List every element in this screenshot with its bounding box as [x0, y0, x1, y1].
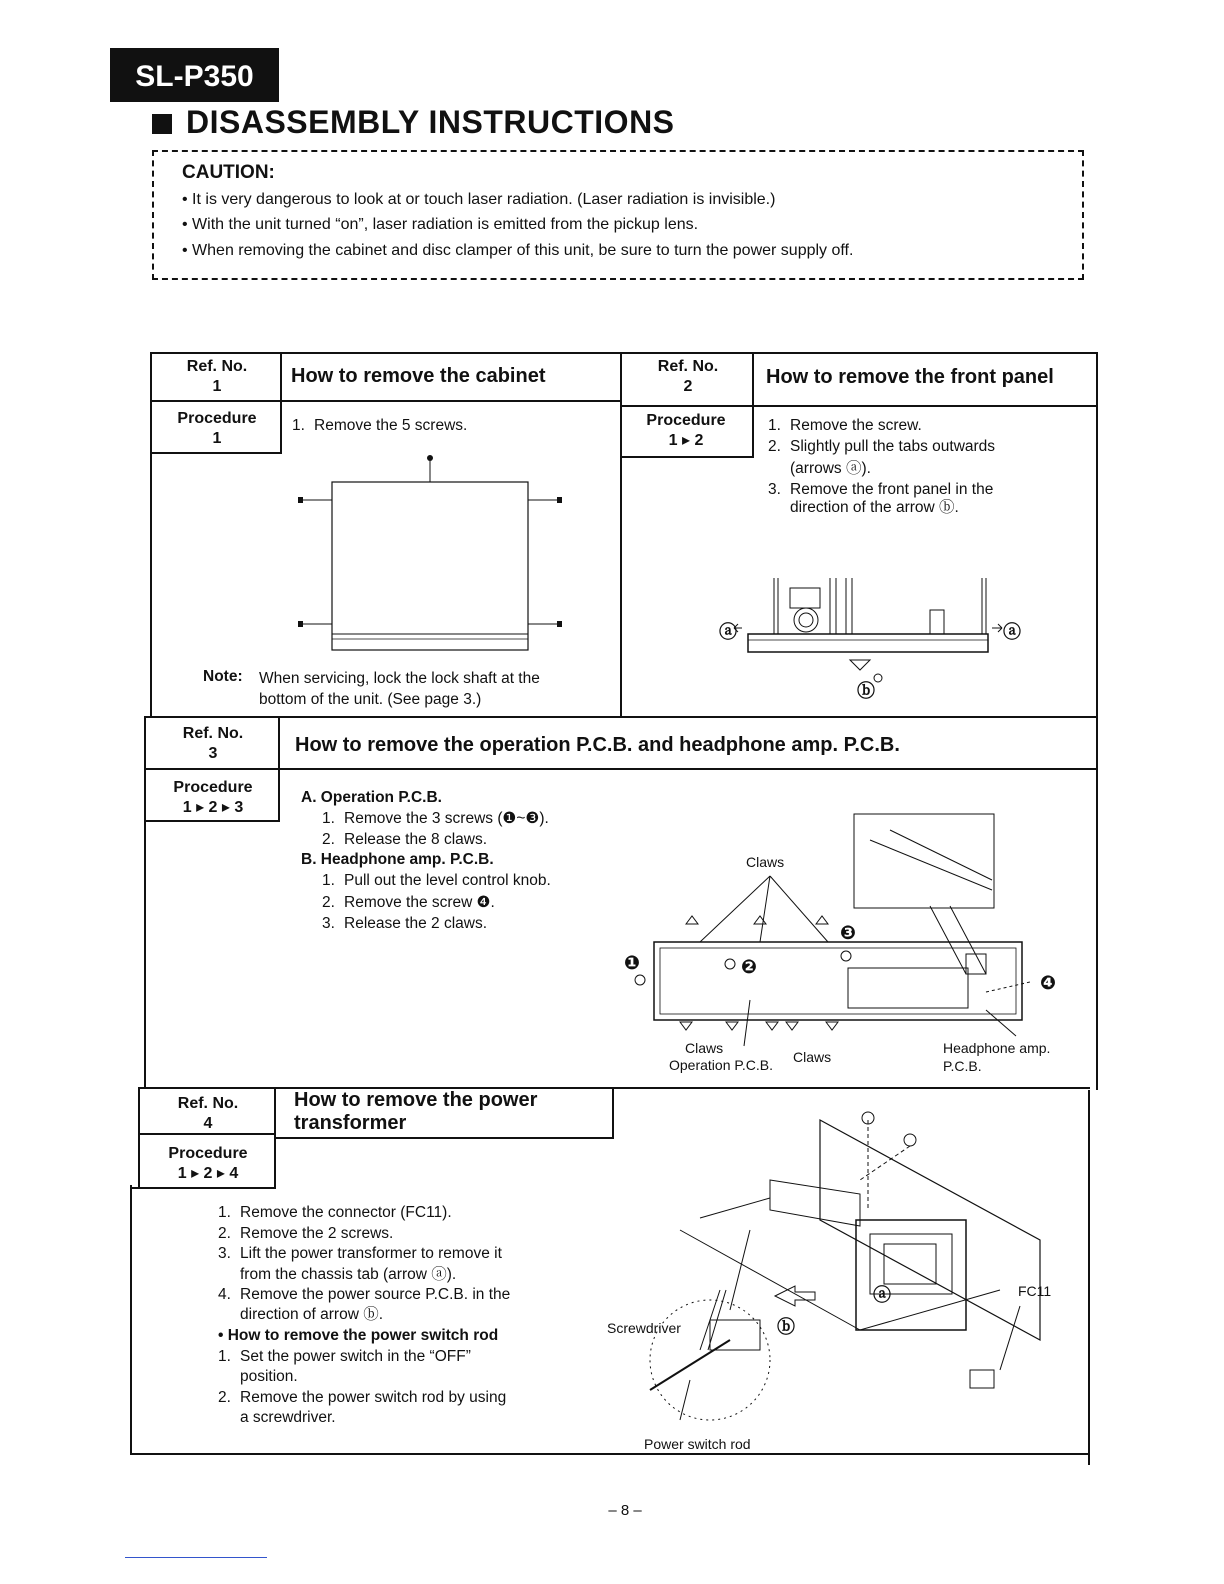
step: [292, 416, 467, 436]
ref-no-cell: [146, 724, 280, 764]
section-title: How to remove the front panel: [766, 366, 1054, 388]
step: 2. Remove the power switch rod by using: [218, 1389, 507, 1406]
ref-no-label: Ref. No.: [657, 358, 719, 375]
fc11-label: FC11: [1018, 1283, 1052, 1299]
ref-no-value: 2: [683, 378, 693, 395]
note-label: Note:: [203, 668, 243, 685]
step: 3. Remove the front panel in the: [768, 481, 994, 498]
ref-no-value: 4: [203, 1115, 213, 1132]
procedure-cell: [620, 411, 752, 451]
step: 1. Remove the 3 screws (❶~❸).: [322, 810, 549, 827]
marker-4: ❹: [1040, 973, 1057, 994]
caution-item: • When removing the cabinet and disc clamper of this unit, be sure to turn the power supply off.: [182, 242, 854, 259]
step: 2. Release the 8 claws.: [322, 831, 488, 848]
ref-no-value: 1: [212, 378, 222, 395]
power-switch-rod-label: Power switch rod: [644, 1436, 751, 1452]
operation-pcb-label: Operation P.C.B.: [669, 1057, 774, 1073]
headphone-pcb-label: Headphone amp.: [943, 1040, 1051, 1056]
step: direction of the arrow ⓑ.: [790, 499, 959, 516]
marker-a: ⓐ: [873, 1285, 891, 1305]
step: 2. Remove the screw ❹.: [322, 894, 495, 911]
cabinet-diagram: [290, 452, 570, 662]
step: 1. Remove the connector (FC11).: [218, 1204, 452, 1221]
procedure-cell: [146, 778, 280, 818]
caution-item-text: With the unit turned “on”, laser radiation is emitted from the pickup lens.: [192, 216, 699, 233]
caution-item: • With the unit turned “on”, laser radiation is emitted from the pickup lens.: [182, 216, 699, 233]
section-title: How to remove the operation P.C.B. and headphone amp. P.C.B.: [295, 734, 900, 756]
caution-item: • It is very dangerous to look at or touch laser radiation. (Laser radiation is invisible.): [182, 191, 776, 208]
sub-heading: • How to remove the power switch rod: [218, 1327, 499, 1344]
ref-no-label: Ref. No.: [182, 725, 244, 742]
step: 3. Lift the power transformer to remove it: [218, 1245, 502, 1262]
procedure-value: 1 ▸ 2 ▸ 3: [182, 799, 244, 816]
step: 4. Remove the power source P.C.B. in the: [218, 1286, 511, 1303]
screwdriver-label: Screwdriver: [607, 1320, 681, 1336]
ref-no-cell: [622, 357, 754, 397]
step-number: 1.: [292, 417, 305, 434]
section-title: How to remove the power: [294, 1089, 538, 1111]
marker-3: ❸: [840, 923, 857, 944]
note-line: When servicing, lock the lock shaft at the: [259, 670, 540, 687]
step: 2. Remove the 2 screws.: [218, 1225, 394, 1242]
procedure-label: Procedure: [177, 410, 257, 427]
marker-b: ⓑ: [857, 681, 875, 701]
step: (arrows ⓐ).: [790, 460, 871, 477]
ref-no-cell: [140, 1094, 276, 1134]
footer-line: [125, 1557, 267, 1558]
step: 1. Set the power switch in the “OFF”: [218, 1348, 471, 1365]
procedure-value: 1 ▸ 2 ▸ 4: [177, 1165, 239, 1182]
headphone-pcb-label: P.C.B.: [943, 1058, 982, 1074]
ref-no-label: Ref. No.: [186, 358, 248, 375]
step: 2. Slightly pull the tabs outwards: [768, 438, 996, 455]
caution-heading: CAUTION:: [182, 162, 275, 183]
step-text: Remove the 5 screws.: [314, 417, 468, 434]
title-bullet-icon: [152, 114, 172, 134]
claws-label: Claws: [793, 1049, 832, 1065]
step: 3. Release the 2 claws.: [322, 915, 488, 932]
note-line: bottom of the unit. (See page 3.): [259, 691, 482, 708]
ref-no-label: Ref. No.: [177, 1095, 239, 1112]
procedure-value: 1 ▸ 2: [668, 432, 704, 449]
model-tag: SL-P350: [110, 48, 279, 102]
page-number: – 8 –: [608, 1502, 642, 1519]
claws-label: Claws: [746, 854, 785, 870]
step: 1. Remove the screw.: [768, 417, 922, 434]
page-title: DISASSEMBLY INSTRUCTIONS: [186, 104, 675, 140]
procedure-value: 1: [212, 430, 222, 447]
marker-2: ❷: [741, 957, 758, 978]
marker-a: ⓐ: [719, 622, 737, 642]
marker-1: ❶: [624, 953, 641, 974]
step: position.: [240, 1368, 298, 1385]
section-title: How to remove the cabinet: [291, 365, 546, 387]
caution-item-text: When removing the cabinet and disc clamper of this unit, be sure to turn the power supply off.: [192, 242, 854, 259]
procedure-label: Procedure: [168, 1145, 248, 1162]
procedure-cell: [152, 409, 282, 449]
marker-a: ⓐ: [1003, 622, 1021, 642]
section-title: transformer: [294, 1112, 407, 1134]
step: 1. Pull out the level control knob.: [322, 872, 551, 889]
marker-b: ⓑ: [777, 1317, 795, 1337]
procedure-label: Procedure: [173, 779, 253, 796]
ref-no-cell: [152, 357, 282, 397]
step: a screwdriver.: [240, 1409, 336, 1426]
step: direction of arrow ⓑ.: [240, 1306, 383, 1323]
sub-heading: B. Headphone amp. P.C.B.: [301, 851, 494, 868]
power-transformer-diagram: [620, 1110, 1070, 1440]
procedure-cell: [140, 1144, 276, 1184]
procedure-label: Procedure: [646, 412, 726, 429]
caution-item-text: It is very dangerous to look at or touch laser radiation. (Laser radiation is invisible.): [192, 191, 776, 208]
claws-label: Claws: [685, 1040, 724, 1056]
caution-box: [152, 150, 1084, 280]
ref-no-value: 3: [208, 745, 218, 762]
sub-heading: A. Operation P.C.B.: [301, 789, 442, 806]
step: from the chassis tab (arrow ⓐ).: [240, 1266, 457, 1283]
